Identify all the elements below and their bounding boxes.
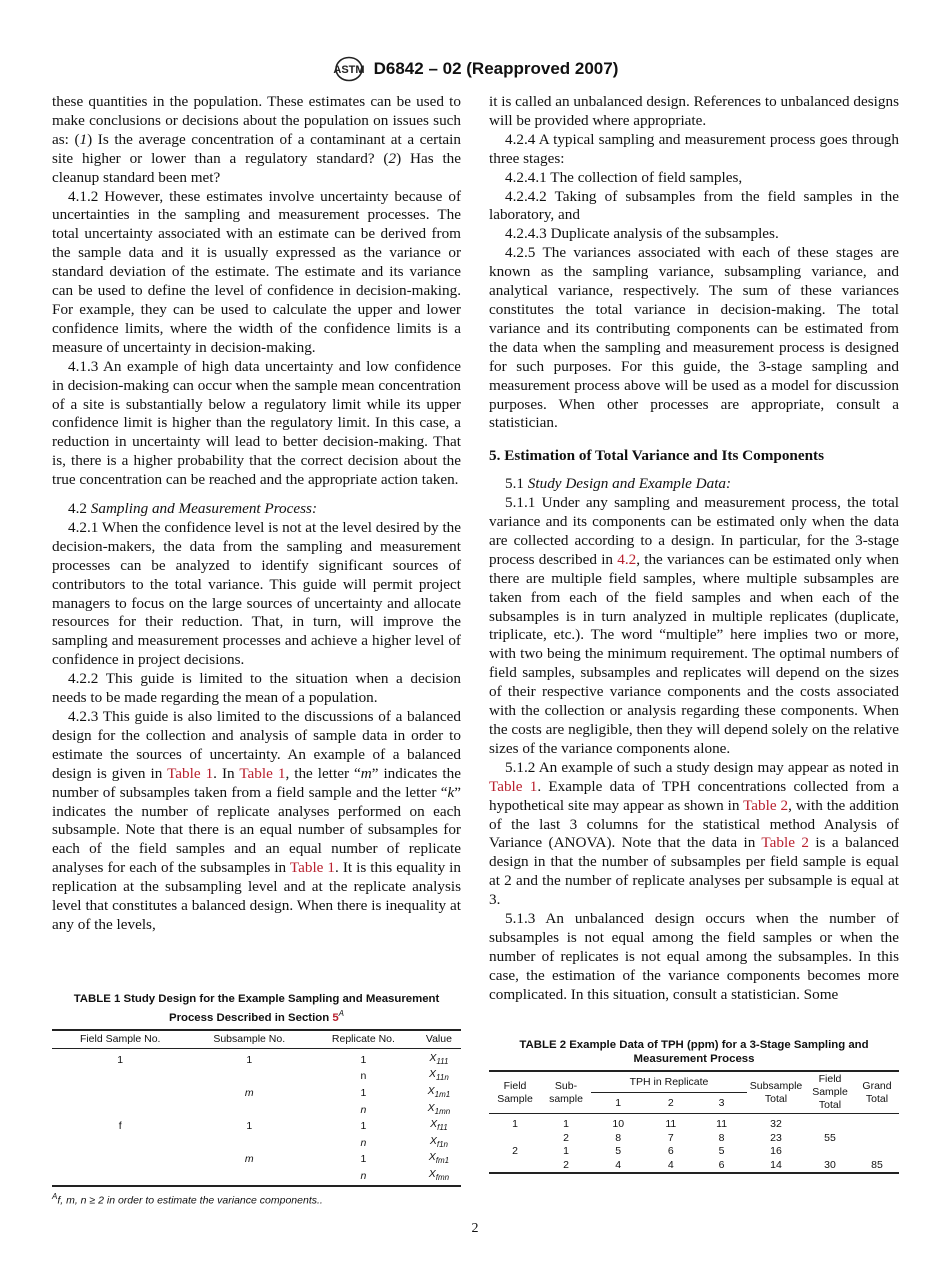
table-row: n $X_{1mn}$ [360,1101,451,1116]
link-table-1[interactable]: Table 1 [289,859,336,877]
paragraph-continued: it is called an unbalanced design. References to unbalanced designs will be provided where appropriate. [489,93,899,129]
table-row: n $X_{f1n}$ [360,1134,448,1149]
link-table-1[interactable]: Table 1 [167,764,214,782]
column-group-header: TPH in Replicate [591,1071,747,1093]
paragraph-5-1-1: 5.1.1 Under any sampling and measurement process, the total variance and its components can be estimated only when the data are collected according to a design. In particular, for the 3-stage process described in 4.2, the variances can be estimated only when there are multiple field samples, where multiple subsamples are taken from each of the field samples and when each of the subsamples is in turn analyzed in multiple replicates (duplicate, triplicate, etc.). The word “multiple” here implies two or more, with two being the minimum requirement. The optimal numbers of field samples, subsamples and replicates will depend on the sizes of their respective variance components and the costs associated with the collection or analysis regarding these components. When the costs are negligible, then they will depend solely on the relative sizes of the variance components alone. [489,494,899,757]
subsection-4-2-heading: 4.2 Sampling and Measurement Process: [68,500,318,518]
table-row: 1 1 1 $X_{111}$ [117,1051,449,1066]
right-column [489,93,899,1005]
paragraph-4-2-4-2: 4.2.4.2 Taking of subsamples from the field samples in the laboratory, and [489,187,899,224]
paragraph-intro: these quantities in the population. These estimates can be used to make conclusions or decisions about the population on issues such as: (1) Is the average concentration of a contaminant at a certain site higher or lower than a regulatory standard? (2) Has the cleanup standard been met? [52,93,462,186]
paragraph-4-2-4-3: 4.2.4.3 Duplicate analysis of the subsamples. [505,225,779,243]
table-row: n $X_{11n}$ [360,1068,449,1083]
paragraph-5-1-2: 5.1.2 An example of such a study design may appear as noted in Table 1. Example data of TPH concentrations collected from a hypothetical site may appear as shown in Table 2, with the addition of the last 3 columns for the statistical method Analysis of Variance (ANOVA). Note that the data in Table 2 is a balanced design in that the number of subsamples per field sample is equal at 2 and the number of replicate analyses per subsample is equal at 3. [489,758,899,909]
table-1 [52,993,461,1206]
table-row: f 1 1 $X_{f11}$ [118,1118,448,1133]
left-column [52,93,461,935]
column-header: 1 [591,1093,645,1114]
column-header: Field Sample Total [805,1071,855,1114]
paragraph-5-1-3: 5.1.3 An unbalanced design occurs when the number of subsamples is not equal among the field samples or when the number of replicates is not equal among the subsamples. In this case, the estimation of the variance components becomes more complicated. In this situation, consult a statistician. Some [489,910,899,1003]
section-5-heading: 5. Estimation of Total Variance and Its Components [489,447,825,465]
column-header: Field Sample No. [52,1030,188,1049]
svg-text:ASTM: ASTM [333,64,365,76]
column-header: Subsample No. [188,1030,310,1049]
paragraph-4-2-5: 4.2.5 The variances associated with each of these stages are known as the sampling variance, subsampling variance, and analytical variance, respectively. The sum of these variances constitutes the total variance in decision-making. The total variance and its contributing components can be estimated from the data when the sampling and measurement process is designed for such purposes. For this guide, the 3-stage sampling and measurement process above will be used as a model for discussion purposes. When other processes are appropriate, consult a statistician. [489,244,899,432]
paragraph-4-2-4: 4.2.4 A typical sampling and measurement process goes through three stages: [489,130,899,167]
link-table-2[interactable]: Table 2 [761,834,809,852]
paragraph-4-1-3: 4.1.3 An example of high data uncertainty and low confidence in decision-making can occur when the sample mean concentration of a site is substantially below a regulatory limit while its upper confidence limit is higher than the regulatory limit. In this case, a reduction in uncertainty will lead to better decision-making. That is, there is a higher probability that the correct decision about the true concentration can be reached and the appropriate action taken. [52,357,461,489]
document-title: D6842 – 02 (Reapproved 2007) [373,59,619,78]
paragraph-4-2-4-1: 4.2.4.1 The collection of field samples, [505,168,743,186]
table-row: m 1 $X_{fm1}$ [244,1151,450,1166]
link-section-4-2[interactable]: 4.2 [617,550,637,568]
paragraph-4-2-1: 4.2.1 When the confidence level is not at the level desired by the decision-makers, the data from the sampling and measurement processes can be analyzed to identify significant sources of contributors to the total variance. This guide will permit project managers to focus on the large sources of uncertainty and allocate resources for their reduction. That, in turn, will improve the sampling and measurement processes and achieve a higher level of confidence in project decisions. [52,518,461,669]
paragraph-4-2-2: 4.2.2 This guide is limited to the situation when a decision needs to be made regarding the mean of a population. [52,670,461,707]
link-table-2[interactable]: Table 2 [743,796,789,814]
column-header: Replicate No. [310,1030,417,1049]
paragraph-4-2-3: 4.2.3 This guide is also limited to the discussions of a balanced design for the collection and analysis of sample data in order to estimate the sources of uncertainty. An example of a balanced design is given in Table 1. In Table 1, the letter “m” indicates the number of subsamples taken from a field sample and the letter “k” indicates the number of replicate analyses performed on each subsample. Note that there is an equal number of subsamples for each of the field samples and an equal number of replicate analyses for each of the subsamples in Table 1. It is this equality in replication at the subsampling level and at the replicate analysis level that constitutes a balanced design. When there is inequality at any of the levels, [52,708,461,933]
table-2-caption: TABLE 2 Example Data of TPH (ppm) for a 3-Stage Sampling and Measurement Process [519,1039,869,1065]
table-row: n $X_{fmn}$ [360,1167,450,1183]
column-header: 2 [645,1093,696,1114]
page-header [0,56,950,82]
subsection-5-1-heading: 5.1 Study Design and Example Data: [505,475,732,493]
column-header: Sub- sample [541,1071,591,1114]
paragraph-4-1-2: 4.1.2 However, these estimates involve uncertainty because of uncertainties in the sampling and measurement processes. The total uncertainty associated with an estimate can be derived from the sample data and it is usually expressed as the variance or standard deviation of the estimate. The estimate and its variance can be used to define the level of confidence in decision-making. For example, they can be used to calculate the upper and lower confidence limits, where the width of the confidence limits is a measure of uncertainty in decision-making. [52,187,461,356]
table-1-caption: TABLE 1 Study Design for the Example Sampling and Measurement Process Described in Section $5^A$ [73,993,440,1024]
link-table-1[interactable]: Table 1 [489,777,538,795]
column-header: Grand Total [855,1071,899,1114]
column-header: Value [417,1030,461,1049]
link-table-1[interactable]: Table 1 [239,764,286,782]
column-header: Subsample Total [747,1071,805,1114]
table-1-grid [52,1029,461,1187]
page-number: 2 [471,1221,479,1236]
column-header: 3 [696,1093,747,1114]
column-header: Field Sample [489,1071,541,1114]
table-row: 1 1 10 11 11 32 [512,1118,782,1130]
table-1-footnote: $^A$f, m, n ≥ 2 in order to estimate the variance components.. [52,1191,323,1207]
link-section-5[interactable]: 5 [332,1011,339,1024]
table-row: 2 4 4 6 14 30 85 [563,1158,883,1171]
table-2 [489,1039,899,1174]
table-row: 2 1 5 6 5 16 [512,1145,782,1157]
table-row: 2 8 7 8 23 55 [563,1131,836,1144]
table-row: m 1 $X_{1m1}$ [244,1084,451,1100]
astm-logo-icon [332,56,366,82]
table-2-grid [489,1070,899,1174]
